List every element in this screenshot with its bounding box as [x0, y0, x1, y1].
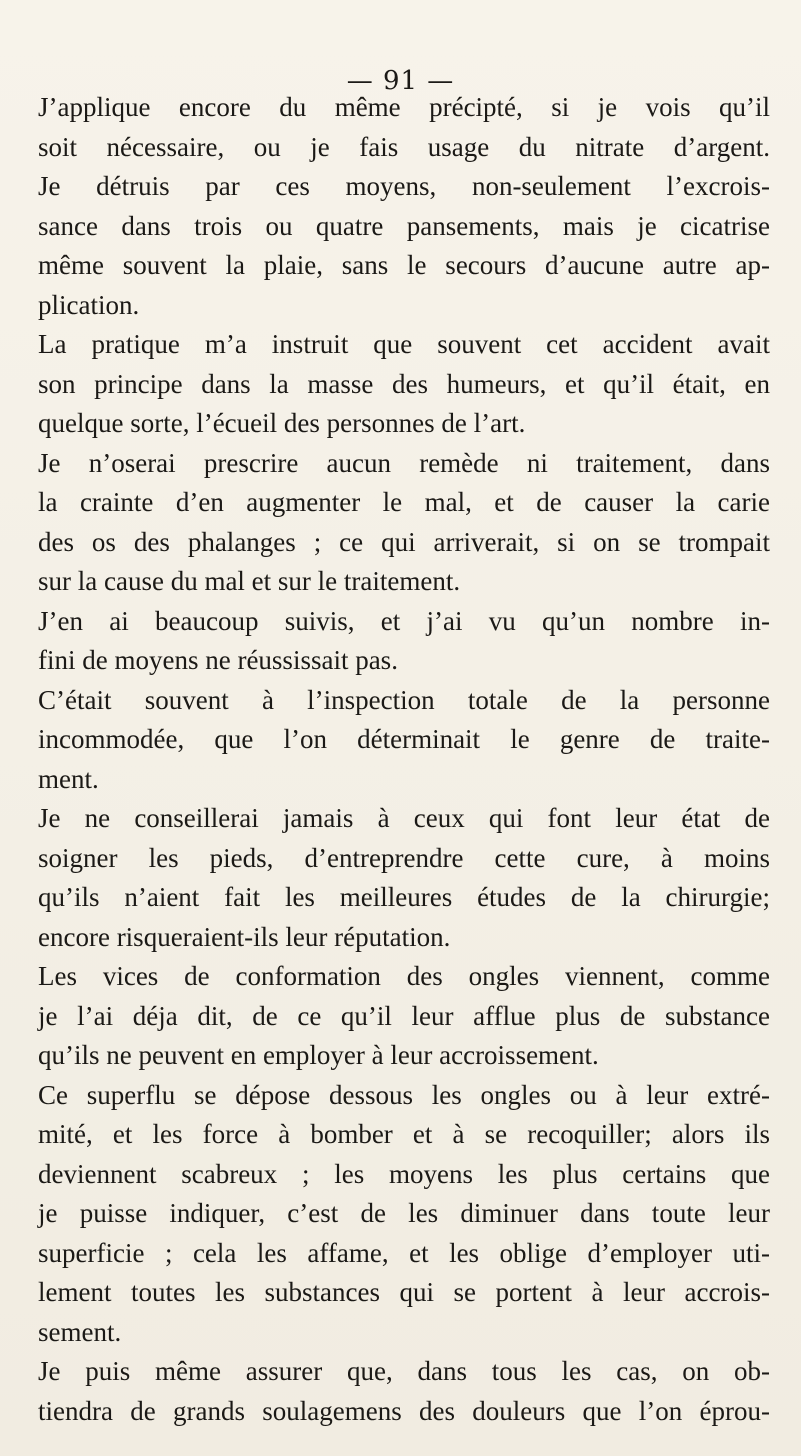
text-line: soit nécessaire, ou je fais usage du nitrate d’argent. [38, 131, 770, 162]
text-line: je puisse indiquer, c’est de les diminuer dans toute leur [38, 1198, 770, 1228]
text-line: superficie ; cela les affame, et les oblige d’employer uti- [38, 1237, 770, 1268]
text-line: Je n’oserai prescrire aucun remède ni traitement, dans [38, 447, 770, 478]
text-line: soigner les pieds, d’entreprendre cette cure, à moins [38, 842, 770, 873]
text-line: J’en ai beaucoup suivis, et j’ai vu qu’un nombre in- [38, 605, 770, 636]
page-number: — 91 — [346, 66, 455, 96]
text-line: des os des phalanges ; ce qui arriverait, si on se trompait [38, 526, 770, 557]
text-line: qu’ils ne peuvent en employer à leur accroissement. [38, 1040, 599, 1070]
text-line: qu’ils n’aient fait les meilleures études de la chirurgie; [38, 882, 770, 912]
text-line: La pratique m’a instruit que souvent cet accident avait [38, 329, 770, 359]
text-line: J’applique encore du même précipté, si je vois qu’il [38, 92, 770, 122]
text-line: sement. [38, 1316, 122, 1347]
text-line: son principe dans la masse des humeurs, et qu’il était, en [38, 368, 770, 399]
text-line: encore risqueraient-ils leur réputation. [38, 921, 451, 952]
text-line: Les vices de conformation des ongles viennent, comme [38, 961, 770, 991]
text-line: sance dans trois ou quatre pansements, mais je cicatrise [38, 210, 770, 241]
text-line: même souvent la plaie, sans le secours d’aucune autre ap- [38, 250, 770, 280]
text-line: la crainte d’en augmenter le mal, et de causer la carie [38, 487, 770, 517]
text-line: je l’ai déja dit, de ce qu’il leur afflue plus de substance [38, 1000, 770, 1031]
text-line: Je ne conseillerai jamais à ceux qui font leur état de [38, 803, 770, 833]
text-line: Je détruis par ces moyens, non-seulement l’excrois- [38, 171, 770, 201]
text-line: Je puis même assurer que, dans tous les cas, on ob- [38, 1356, 770, 1386]
text-line: Ce superflu se dépose dessous les ongles ou à leur extré- [38, 1079, 770, 1110]
text-line: fini de moyens ne réussissait pas. [38, 645, 398, 675]
text-line: tiendra de grands soulagemens des douleurs que l’on éprou- [38, 1395, 770, 1426]
text-line: incommodée, que l’on déterminait le genre de traite- [38, 724, 770, 754]
text-line: sur la cause du mal et sur le traitement. [38, 566, 461, 596]
text-line: lement toutes les substances qui se portent à leur accrois- [38, 1277, 770, 1307]
text-line: C’était souvent à l’inspection totale de la personne [38, 684, 770, 715]
text-line: deviennent scabreux ; les moyens les plus certains que [38, 1158, 770, 1189]
text-line: quelque sorte, l’écueil des personnes de l’art. [38, 408, 526, 438]
text-line: ment. [38, 763, 99, 794]
text-line: plication. [38, 289, 140, 320]
body-text [38, 88, 770, 1431]
text-line: mité, et les force à bomber et à se recoquiller; alors ils [38, 1119, 770, 1149]
